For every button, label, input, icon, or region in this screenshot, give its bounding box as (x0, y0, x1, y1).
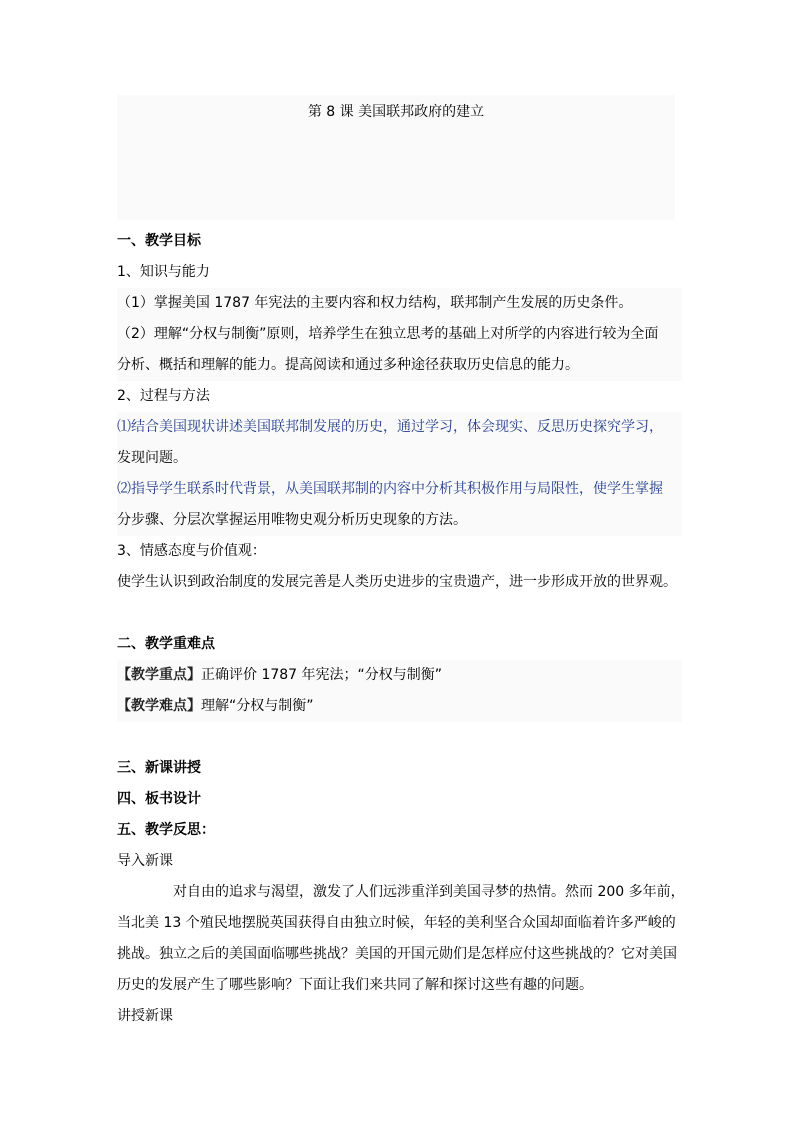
knowledge-item-2-line-2: 分析、概括和理解的能力。提高阅读和通过多种途径获取历史信息的能力。 (117, 350, 682, 381)
intro-label: 导入新课 (117, 853, 173, 869)
page-title: 第 8 课 美国联邦政府的建立 (307, 104, 485, 120)
section-heading-board-design: 四、板书设计 (117, 791, 201, 807)
intro-paragraph-line-3: 挑战。独立之后的美国面临哪些挑战？美国的开国元勋们是怎样应付这些挑战的？它对美国 (117, 946, 677, 962)
section-heading-new-lesson: 三、新课讲授 (117, 760, 201, 776)
document-body (117, 226, 685, 1032)
spacer (117, 722, 682, 753)
knowledge-item-2-line-1: （2）理解“分权与制衡”原则，培养学生在独立思考的基础上对所学的内容进行较为全面 (117, 319, 682, 350)
process-item-1-line-2: 发现问题。 (117, 443, 682, 474)
intro-paragraph-line-4: 历史的发展产生了哪些影响？下面让我们来共同了解和探讨这些有趣的问题。 (117, 977, 593, 993)
subheading-knowledge: 1、知识与能力 (117, 264, 210, 280)
section-heading-reflection: 五、教学反思： (117, 822, 215, 838)
key-point-label: 【教学重点】 (117, 667, 201, 683)
process-item-2-line-2: 分步骤、分层次掌握运用唯物史观分析历史现象的方法。 (117, 505, 682, 536)
section-heading-objectives: 一、教学目标 (117, 233, 201, 249)
difficulty-label: 【教学难点】 (117, 698, 201, 714)
knowledge-item-1: （1）掌握美国 1787 年宪法的主要内容和权力结构，联邦制产生发展的历史条件。 (117, 288, 682, 319)
key-point-row (117, 660, 682, 691)
lecture-label: 讲授新课 (117, 1008, 173, 1024)
process-item-2-line-1: ⑵指导学生联系时代背景，从美国联邦制的内容中分析其积极作用与局限性，使学生掌握 (117, 474, 682, 505)
key-point-text: 正确评价 1787 年宪法；“分权与制衡” (201, 667, 443, 683)
section-heading-key-points: 二、教学重难点 (117, 636, 215, 652)
subheading-process: 2、过程与方法 (117, 388, 210, 404)
title-block (117, 95, 675, 220)
values-item-1: 使学生认识到政治制度的发展完善是人类历史进步的宝贵遗产，进一步形成开放的世界观。 (117, 574, 677, 590)
difficulty-row (117, 691, 682, 722)
difficulty-text: 理解“分权与制衡” (201, 698, 314, 714)
intro-paragraph-line-1: 对自由的追求与渴望，激发了人们远涉重洋到美国寻梦的热情。然而 200 多年前， (173, 884, 685, 900)
process-item-1-line-1: ⑴结合美国现状讲述美国联邦制发展的历史，通过学习，体会现实、反思历史探究学习， (117, 412, 682, 443)
subheading-values: 3、情感态度与价值观： (117, 543, 266, 559)
spacer (117, 598, 682, 629)
intro-paragraph-line-2: 当北美 13 个殖民地摆脱英国获得自由独立时候，年轻的美利坚合众国却面临着许多严峻的 (117, 915, 676, 931)
